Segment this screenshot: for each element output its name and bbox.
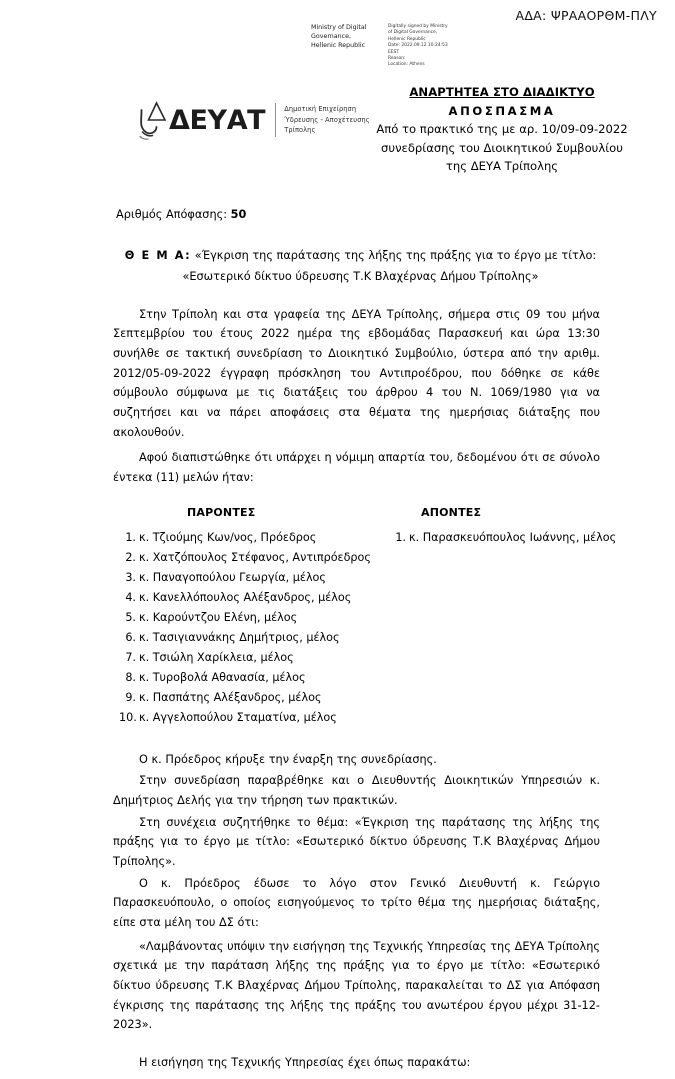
list-item-number: 1. [395,531,406,545]
list-item-number: 10. [119,710,137,724]
list-item-number: 7. [125,651,136,665]
decision-number-line [116,205,600,224]
header-publication-notice: ΑΝΑΡΤΗΤΕΑ ΣΤΟ ΔΙΑΔΙΚΤΥΟ [409,85,595,99]
signature-authority-line-1: Ministry of Digital [311,24,367,31]
signature-authority-line-3: Hellenic Republic [311,41,366,49]
list-item [113,568,381,588]
list-item-name: κ. Παναγοπούλου Γεωργία, μέλος [139,571,326,585]
post-attendance-paragraphs [113,750,600,933]
subject-block [113,246,600,286]
list-item-number: 3. [125,571,136,585]
list-item [113,528,381,548]
signature-detail-line-5: EEST [388,49,400,55]
body-paragraph-4: Στην συνεδρίαση παραβρέθηκε και ο Διευθυντής Διοικητικών Υπηρεσιών κ. Δημήτριος Δελής για την τήρηση των πρακτικών. [113,774,600,808]
signature-detail-line-7: Location: Athens [388,62,425,68]
list-item [113,548,381,568]
list-item-name: κ. Χατζόπουλος Στέφανος, Αντιπρόεδρος [139,551,371,565]
body-paragraph-2: Αφού διαπιστώθηκε ότι υπάρχει η νόμιμη απαρτία του, δεδομένου ότι σε σύνολο έντεκα (11) μελών ήταν: [113,451,600,484]
decision-number-label: Αριθμός Απόφασης: [116,208,228,221]
logo-wordmark: ΔΕΥΑΤ [169,104,266,136]
list-item-name: κ. Τυροβολά Αθανασία, μέλος [139,670,306,684]
body-paragraph-1: Στην Τρίπολη και στα γραφεία της ΔΕΥΑ Τρίπολης, σήμερα στις 09 του μήνα Σεπτεμβρίου του έτους 2022 ημέρα της εβδομάδας Παρασκευή και ώρα 13:30 συνήλθε σε τακτική συνεδρίαση το Διοικητικό Συμβούλιο, ύστερα από την αριθμ. 2012/05-09-2022 έγγραφη πρόσκληση του Αντιπροέδρου, που δόθηκε σε κάθε σύμβουλο σύμφωνα με τις διατάξεις του άρθρου 4 του Ν. 1069/1980 για να συζητήσει και να πάρει αποφάσεις στα θέματα της ημερήσιας διάταξης που ακολουθούν. [113,307,600,439]
signature-detail-line-3: Hellenic Republic [388,36,426,42]
body-paragraph-5: Στη συνέχεια συζητήθηκε το θέμα: «Έγκριση της παράτασης της λήξης της πράξης για το έργο με τίτλο: «Εσωτερικό δίκτυο ύδρευσης Τ.Κ Βλαχέρνας Δήμου Τρίπολης». [113,815,600,869]
attendance-section [113,504,617,728]
closing-paragraph-block [113,1053,600,1073]
list-item [381,528,617,548]
subject-label: Θ Ε Μ Α: [124,249,192,263]
list-item [113,668,381,688]
signature-authority [311,24,383,51]
list-item-number: 8. [125,670,136,684]
signature-details [388,24,480,69]
body-paragraph-7: Η εισήγηση της Τεχνικής Υπηρεσίας έχει όπως παρακάτω: [139,1055,471,1069]
list-item-number: 9. [125,690,136,704]
body-paragraph-3: Ο κ. Πρόεδρος κήρυξε την έναρξη της συνεδρίασης. [139,752,437,766]
recommendation-quote-block [113,937,600,1035]
list-item-name: κ. Πασπάτης Αλέξανδρος, μέλος [139,690,322,704]
logo-subtitle-line-1: Δημοτική Επιχείρηση [284,104,357,113]
list-item-number: 1. [125,531,136,545]
header-excerpt-label: ΑΠΟΣΠΑΣΜΑ [448,103,556,118]
logo-subtitle-line-3: Τρίπολης [284,126,316,135]
list-item-number: 5. [125,611,136,625]
water-drop-mountain-icon [138,100,168,140]
list-item-number: 2. [125,551,136,565]
header-minutes-reference: Από το πρακτικό της με αρ. 10/09-09-2022 [376,122,628,137]
list-item [113,608,381,628]
absent-heading: ΑΠΟΝΤΕΣ [421,505,482,519]
list-item-name: κ. Αγγελοπούλου Σταματίνα, μέλος [139,710,337,724]
list-item-name: κ. Τζιούμης Κων/νος, Πρόεδρος [139,531,317,545]
body-paragraph-6: Ο κ. Πρόεδρος έδωσε το λόγο στον Γενικό Διευθυντή κ. Γεώργιο Παρασκευόπουλο, ο οποίος εισηγούμενος το τρίτο θέμα της ημερήσιας διάταξης, είπε στα μέλη του ΔΣ ότι: [113,876,600,930]
list-item-number: 4. [125,591,136,605]
signature-detail-line-2: of Digital Governance, [388,30,438,36]
header-organization: της ΔΕΥΑ Τρίπολης [445,159,559,174]
logo-subtitle-line-2: Ύδρευσης - Αποχέτευσης [284,115,370,124]
present-column [113,504,381,728]
list-item-name: κ. Καρούντζου Ελένη, μέλος [139,611,298,625]
list-item [113,688,381,708]
list-item [113,588,381,608]
absent-list [381,528,617,548]
present-heading: ΠΑΡΟΝΤΕΣ [187,505,256,519]
signature-authority-line-2: Governance, [311,32,351,40]
signature-detail-line-1: Digitally signed by Ministry [388,24,448,29]
list-item-name: κ. Τσιώλη Χαρίκλεια, μέλος [139,651,294,665]
document-body [113,205,617,1079]
list-item-name: κ. Τασιγιαννάκης Δημήτριος, μέλος [139,631,340,645]
signature-detail-line-6: Reason: [388,55,406,61]
absent-column [381,504,617,728]
list-item-name: κ. Κανελλόπουλος Αλέξανδρος, μέλος [139,591,352,605]
subject-text-line-1: «Έγκριση της παράτασης της λήξης της πράξης για το έργο με τίτλο: «Εσωτερικό [182,249,597,283]
list-item [113,628,381,648]
list-item-number: 6. [125,631,136,645]
organization-logo [138,100,370,140]
header-session-body: συνεδρίασης του Διοικητικού Συμβουλίου [381,140,623,155]
list-item [113,708,381,728]
digital-signature-stamp [311,24,480,69]
list-item-name: κ. Παρασκευόπουλος Ιωάννης, μέλος [409,531,617,545]
present-list [113,528,381,727]
list-item [113,648,381,668]
subject-text-line-2: δίκτυο ύδρευσης Τ.Κ Βλαχέρνας Δήμου Τρίπολης» [254,269,539,283]
ada-reference: ΑΔΑ: ΨΡΑΑΟΡΘΜ-ΠΛΥ [515,8,657,23]
recommendation-quote: «Λαμβάνοντας υπόψιν την εισήγηση της Τεχνικής Υπηρεσίας της ΔΕΥΑ Τρίπολης σχετικά με την παράταση λήξης της πράξης για το έργο με τίτλο: «Εσωτερικό δίκτυο ύδρευσης Τ.Κ Βλαχέρνας Δήμου Τρίπολης, παρακαλείται το ΔΣ για Απόφαση έγκρισης της παράτασης της λήξης της πράξης του ανωτέρου έργου μέχρι 31-12-2023». [113,939,600,1032]
signature-detail-line-4: Date: 2022.09.12 10:24:53 [388,43,448,49]
document-header [352,84,652,176]
decision-number-value: 50 [230,208,247,221]
logo-divider [275,103,276,137]
